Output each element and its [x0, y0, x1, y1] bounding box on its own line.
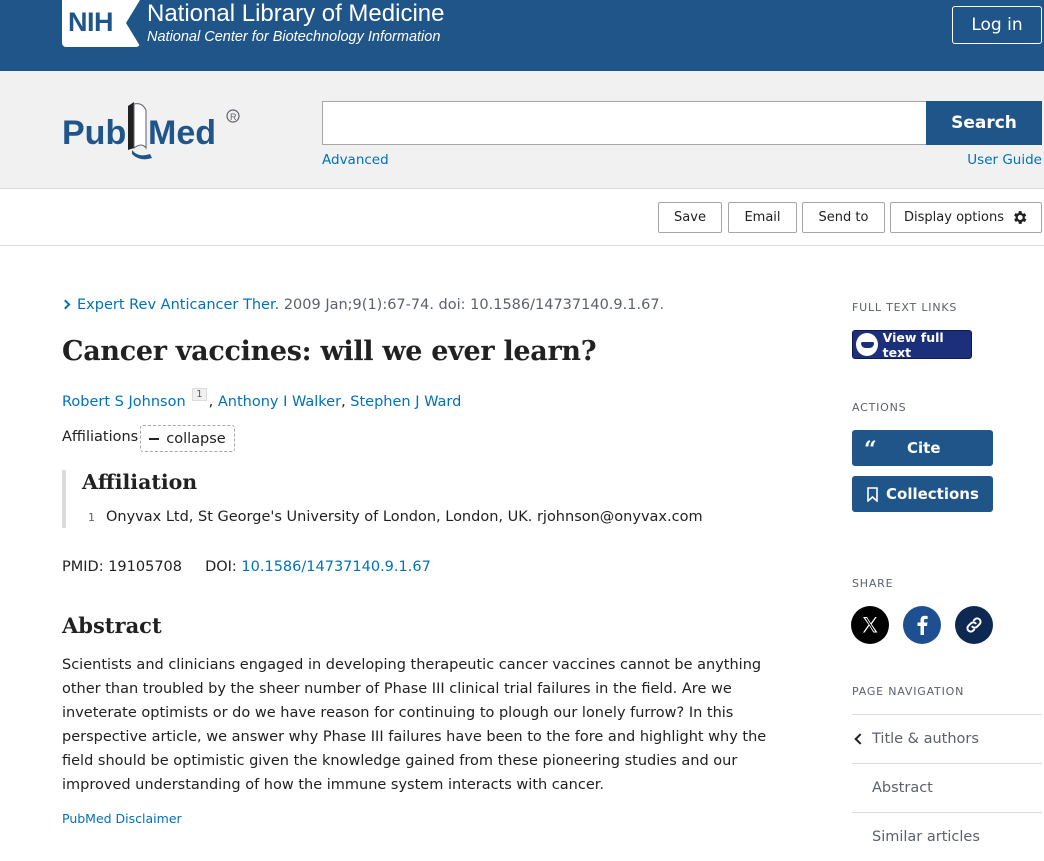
save-button-label: Save [674, 210, 706, 225]
nav-similar-articles[interactable] [852, 812, 1042, 861]
author-link[interactable]: Anthony I Walker [217, 393, 342, 410]
display-options-label: Display options [904, 210, 1004, 225]
author-list: Robert S Johnson $^1$ , Anthony I Walker, Stephen J Ward [62, 389, 462, 410]
cite-label: Cite [907, 439, 941, 457]
nih-logo-chevron [126, 0, 140, 46]
nav-item-label: Abstract [872, 780, 933, 796]
collections-label: Collections [886, 485, 979, 503]
search-button[interactable]: Search [926, 101, 1042, 145]
pmid-value: 19105708 [108, 559, 183, 575]
pubmed-disclaimer-link[interactable]: PubMed Disclaimer [62, 811, 182, 826]
pmid-label: PMID: [62, 559, 104, 575]
nih-logo-text: NIH [68, 7, 113, 37]
full-text-links-label: FULL TEXT LINKS [852, 301, 958, 314]
citation-details: 2009 Jan;9(1):67-74. doi: 10.1586/14737140.9.1.67. [283, 297, 665, 313]
nlm-title[interactable]: National Library of Medicine [147, 0, 445, 27]
publisher-logo-icon [856, 333, 878, 356]
quote-icon: “ [864, 437, 877, 463]
nav-title-authors[interactable] [852, 714, 1042, 763]
view-full-text-label: View full text [882, 329, 944, 360]
nav-item-label: Title & authors [872, 731, 979, 747]
doi-link[interactable]: 10.1586/14737140.9.1.67 [241, 559, 431, 575]
gear-icon [1011, 209, 1028, 226]
svg-text:Pub: Pub [62, 114, 127, 152]
share-x-button[interactable] [851, 606, 889, 644]
page-navigation-label: PAGE NAVIGATION [852, 685, 965, 698]
chevron-left-icon [854, 733, 865, 744]
journal-citation [62, 297, 664, 313]
affiliation-ref[interactable]: 1 [192, 388, 206, 401]
pubmed-logo-graphic [62, 96, 252, 166]
ncbi-subtitle[interactable]: National Center for Biotechnology Information [147, 29, 441, 45]
facebook-icon [916, 615, 928, 635]
cite-button[interactable] [852, 430, 993, 466]
article-identifiers [62, 559, 431, 575]
nav-item-label: Similar articles [872, 829, 980, 845]
author-link[interactable]: Robert S Johnson [62, 393, 186, 410]
nav-abstract[interactable] [852, 763, 1042, 812]
abstract-text: Scientists and clinicians engaged in developing therapeutic cancer vaccines cannot be anything other than troubled by the sheer number of Phase III clinical trial failures in the field. Are we inveterate optimists or do we have reason for continuing to plough our lonely furrow? In this perspective article, we answer why Phase III failures have been to the fore and highlight why the field should be optimistic given the knowledge gained from these pioneering studies and our improved understanding of how the immune system interacts with cancer. [62, 657, 767, 793]
advanced-search-link[interactable]: Advanced [322, 152, 389, 168]
affiliations-label: Affiliations [62, 429, 139, 445]
save-button[interactable] [658, 202, 722, 233]
view-full-text-button[interactable] [852, 330, 972, 359]
email-button-label: Email [744, 210, 781, 225]
collections-button[interactable] [852, 476, 993, 512]
display-options-button[interactable] [890, 202, 1042, 233]
search-area [0, 71, 1044, 189]
share-label: SHARE [852, 577, 894, 590]
action-toolbar [0, 190, 1044, 246]
email-button[interactable] [728, 202, 797, 233]
affiliation-panel [62, 470, 762, 528]
share-facebook-button[interactable] [903, 606, 941, 644]
x-logo-icon [860, 615, 880, 635]
author-link[interactable]: Stephen J Ward [350, 393, 462, 410]
doi-label: DOI: [205, 559, 237, 575]
send-to-button[interactable] [802, 202, 885, 233]
affiliation-number: 1 [88, 511, 95, 524]
affiliation-heading: Affiliation [82, 470, 198, 494]
login-button[interactable]: Log in [952, 6, 1042, 44]
collapse-affiliations-button[interactable] [140, 425, 235, 452]
actions-label: ACTIONS [852, 401, 907, 414]
affiliation-text: Onyvax Ltd, St George's University of London, London, UK. rjohnson@onyvax.com [106, 509, 703, 525]
svg-text:R: R [230, 112, 237, 122]
nih-header [0, 0, 1044, 71]
user-guide-link[interactable]: User Guide [967, 152, 1042, 168]
svg-text:Med: Med [148, 114, 216, 152]
pubmed-logo[interactable] [62, 96, 252, 166]
article-title: Cancer vaccines: will we ever learn? [62, 336, 597, 367]
link-icon [964, 615, 984, 635]
bookmark-icon [867, 487, 878, 502]
send-to-button-label: Send to [818, 210, 869, 225]
abstract-heading: Abstract [62, 613, 162, 638]
search-input[interactable] [322, 101, 927, 145]
journal-link[interactable]: Expert Rev Anticancer Ther. [77, 297, 280, 313]
copy-link-button[interactable] [955, 606, 993, 644]
minus-icon [149, 438, 159, 440]
nih-logo[interactable] [62, 0, 140, 47]
chevron-right-icon [61, 300, 71, 310]
collapse-label: collapse [166, 430, 226, 447]
